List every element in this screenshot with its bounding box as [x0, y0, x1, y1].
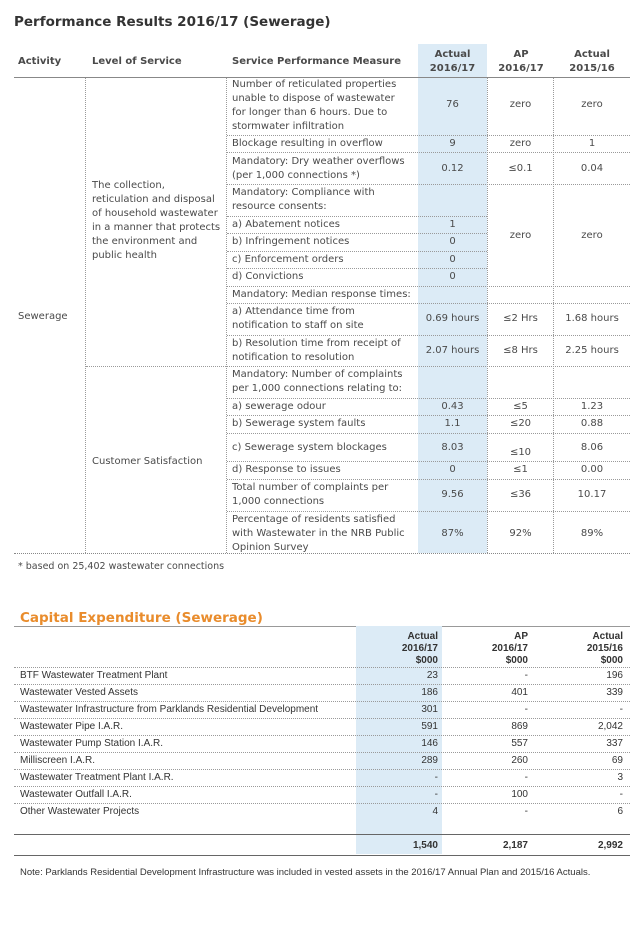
capex-row-prev: 337	[606, 738, 623, 749]
actual-value: 0	[449, 271, 456, 282]
capex-row-divider	[14, 786, 630, 787]
actual-value: 87%	[441, 528, 464, 539]
capex-row-divider	[14, 684, 630, 685]
actual-value: 0	[449, 236, 456, 247]
capex-row-ap: 260	[511, 755, 528, 766]
capex-total-actual: 1,540	[412, 840, 438, 851]
capex-row-label: Wastewater Vested Assets	[20, 687, 139, 698]
capex-row-prev: 196	[606, 670, 623, 681]
header-activity: Activity	[18, 56, 62, 67]
measure-text: Percentage of residents satisfied with Wastewater in the NRB Public Opinion Survey	[232, 514, 405, 553]
ap-value: ≤36	[509, 489, 532, 500]
measure-text: Mandatory: Number of complaints per 1,000 connections relating to:	[232, 369, 403, 394]
row-divider	[227, 461, 630, 462]
capex-row-divider	[14, 752, 630, 753]
capex-note: Note: Parklands Residential Development Infrastructure was included in vested assets in the 2016/17 Annual Plan and 2015/16 Actuals.	[20, 867, 591, 878]
row-divider	[227, 335, 630, 336]
row-divider	[227, 398, 630, 399]
capex-header-prev: Actual 2015/16 $000	[586, 631, 623, 666]
capex-title: Capital Expenditure (Sewerage)	[20, 610, 263, 626]
capex-row-prev: 2,042	[597, 721, 623, 732]
capex-row-actual: -	[434, 772, 438, 783]
capex-row-divider	[14, 718, 630, 719]
capex-row-divider	[14, 701, 630, 702]
footnote: * based on 25,402 wastewater connections	[18, 561, 225, 572]
capex-row-actual: -	[434, 789, 438, 800]
table-bottom-rule	[14, 553, 630, 554]
header-actual: Actual 2016/17	[429, 49, 476, 74]
actual-value: 0.12	[441, 163, 464, 174]
row-divider	[227, 366, 630, 367]
prev-value: 0.00	[580, 464, 604, 475]
capex-top-rule	[14, 626, 630, 627]
capex-row-ap: 869	[511, 721, 528, 732]
row-divider	[227, 268, 487, 269]
row-divider	[227, 433, 630, 434]
capex-row-label: Wastewater Pipe I.A.R.	[20, 721, 123, 732]
actual-value: 1	[449, 219, 456, 230]
ap-value: 92%	[509, 528, 532, 539]
measure-text: Number of reticulated properties unable to dispose of wastewater for longer than 6 hours. Due to stormwater infiltration	[232, 79, 397, 132]
capex-row-prev: -	[619, 704, 623, 715]
row-divider	[227, 251, 487, 252]
ap-value: ≤2 Hrs	[503, 313, 538, 324]
capex-row-ap: 401	[511, 687, 528, 698]
measure-text: d) Response to issues	[232, 464, 341, 475]
capex-total-rule-bottom	[14, 855, 630, 856]
level-of-service-1: The collection, reticulation and disposal of household wastewater in a manner that protects the environment and public health	[92, 180, 221, 261]
capex-row-ap: -	[524, 670, 528, 681]
capex-row-label: BTF Wastewater Treatment Plant	[20, 670, 168, 681]
ap-value: ≤8 Hrs	[503, 345, 538, 356]
capex-row-ap: 557	[511, 738, 528, 749]
measure-text: b) Sewerage system faults	[232, 418, 366, 429]
measure-text: b) Resolution time from receipt of notification to resolution	[232, 338, 401, 363]
capex-header-ap: AP 2016/17 $000	[491, 631, 528, 666]
prev-value: 1.23	[580, 401, 604, 412]
actual-value: 76	[446, 99, 459, 110]
row-divider	[227, 286, 630, 287]
capex-row-actual: 301	[421, 704, 438, 715]
ap-value: ≤0.1	[508, 163, 533, 174]
capex-header-actual: Actual 2016/17 $000	[401, 631, 438, 666]
capex-row-ap: -	[524, 806, 528, 817]
ap-value: zero	[509, 138, 532, 149]
actual-value: 9.56	[441, 489, 464, 500]
col-sep-1	[85, 78, 86, 553]
prev-value: zero	[581, 230, 603, 241]
measure-text: a) Abatement notices	[232, 219, 340, 230]
level-of-service-2: Customer Satisfaction	[92, 456, 203, 467]
row-divider	[227, 216, 487, 217]
activity-label: Sewerage	[18, 311, 68, 322]
ap-value: ≤1	[513, 464, 528, 475]
prev-value: 1.68 hours	[565, 313, 619, 324]
capex-row-divider	[14, 803, 630, 804]
capex-row-actual: 289	[421, 755, 438, 766]
capex-row-label: Milliscreen I.A.R.	[20, 755, 96, 766]
capex-row-prev: 69	[611, 755, 623, 766]
prev-value: 0.88	[580, 418, 604, 429]
row-divider	[227, 184, 630, 185]
actual-value: 0.43	[441, 401, 464, 412]
capex-row-prev: 339	[606, 687, 623, 698]
measure-text: c) Sewerage system blockages	[232, 442, 387, 453]
capex-total-rule-top	[14, 834, 630, 835]
capex-row-actual: 591	[421, 721, 438, 732]
actual-value: 2.07 hours	[425, 345, 480, 356]
measure-text: Mandatory: Median response times:	[232, 289, 411, 300]
actual-value: 9	[449, 138, 456, 149]
capex-row-actual: 146	[421, 738, 438, 749]
prev-value: 0.04	[580, 163, 604, 174]
header-prev: Actual 2015/16	[569, 49, 615, 74]
prev-value: 10.17	[577, 489, 607, 500]
row-divider	[227, 511, 630, 512]
prev-value: 8.06	[580, 442, 604, 453]
actual-value: 1.1	[444, 418, 461, 429]
actual-value: 0	[449, 464, 456, 475]
row-divider	[227, 479, 630, 480]
capex-row-divider	[14, 667, 630, 668]
ap-value: ≤5	[513, 401, 528, 412]
capex-row-prev: 3	[617, 772, 623, 783]
measure-text: c) Enforcement orders	[232, 254, 344, 265]
col-sep-2	[226, 78, 227, 553]
header-level: Level of Service	[92, 56, 182, 67]
actual-value: 0.69 hours	[425, 313, 480, 324]
measure-text: b) Infringement notices	[232, 236, 350, 247]
prev-value: 89%	[580, 528, 604, 539]
ap-value: zero	[509, 230, 532, 241]
ap-value: zero	[509, 99, 532, 110]
ap-value: ≤10	[509, 447, 532, 458]
capex-row-divider	[14, 735, 630, 736]
row-divider	[227, 415, 630, 416]
capex-row-actual: 186	[421, 687, 438, 698]
ap-value: ≤20	[509, 418, 532, 429]
capex-row-actual: 23	[426, 670, 438, 681]
capex-row-ap: -	[524, 704, 528, 715]
capex-row-ap: 100	[511, 789, 528, 800]
row-divider	[227, 233, 487, 234]
actual-value: 8.03	[441, 442, 464, 453]
capex-row-label: Wastewater Infrastructure from Parklands Residential Development	[20, 704, 319, 715]
measure-text: Total number of complaints per 1,000 connections	[232, 482, 389, 507]
capex-row-ap: -	[524, 772, 528, 783]
performance-title: Performance Results 2016/17 (Sewerage)	[14, 14, 331, 30]
prev-value: 2.25 hours	[565, 345, 619, 356]
measure-text: Blockage resulting in overflow	[232, 138, 383, 149]
capex-row-label: Wastewater Treatment Plant I.A.R.	[20, 772, 174, 783]
capex-total-ap: 2,187	[502, 840, 528, 851]
measure-text: Mandatory: Dry weather overflows (per 1,000 connections *)	[232, 156, 405, 181]
measure-text: d) Convictions	[232, 271, 304, 282]
header-ap: AP 2016/17	[498, 49, 544, 74]
actual-value: 0	[449, 254, 456, 265]
level-divider	[86, 366, 226, 367]
capex-total-prev: 2,992	[597, 840, 623, 851]
measure-text: Mandatory: Compliance with resource consents:	[232, 187, 375, 212]
capex-row-actual: 4	[432, 806, 438, 817]
measure-text: a) sewerage odour	[232, 401, 326, 412]
prev-value: 1	[588, 138, 596, 149]
header-measure: Service Performance Measure	[232, 56, 401, 67]
capex-row-prev: 6	[617, 806, 623, 817]
capex-row-prev: -	[619, 789, 623, 800]
row-divider	[227, 135, 630, 136]
capex-row-label: Other Wastewater Projects	[20, 806, 140, 817]
row-divider	[227, 303, 630, 304]
prev-value: zero	[581, 99, 603, 110]
capex-row-label: Wastewater Outfall I.A.R.	[20, 789, 132, 800]
measure-text: a) Attendance time from notification to staff on site	[232, 306, 364, 331]
row-divider	[227, 152, 630, 153]
capex-row-label: Wastewater Pump Station I.A.R.	[20, 738, 164, 749]
capex-row-divider	[14, 769, 630, 770]
